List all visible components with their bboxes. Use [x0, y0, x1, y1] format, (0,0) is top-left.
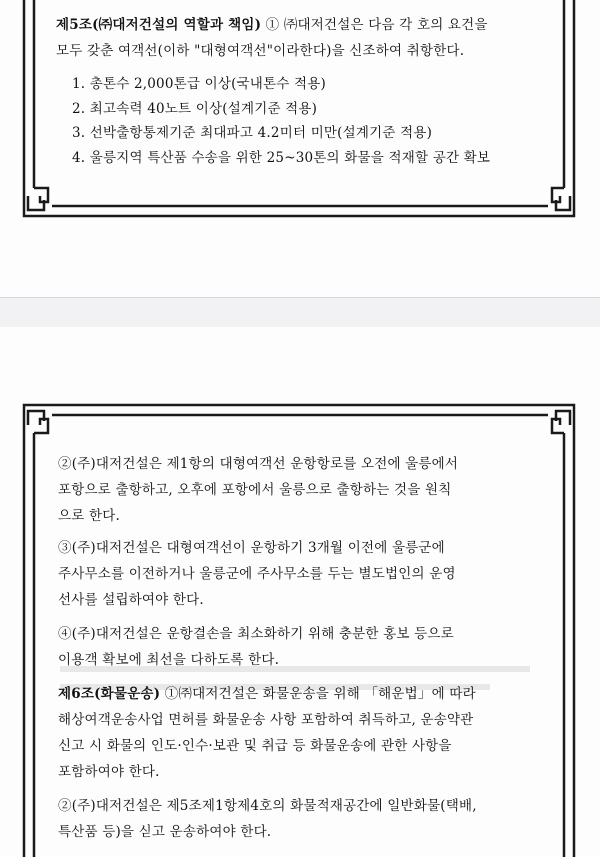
text-line: 이용객 확보에 최선을 다하도록 한다.: [58, 652, 280, 668]
page-separator: [0, 297, 600, 329]
article5-heading: 제5조(㈜대저건설의 역할과 책임): [56, 17, 262, 33]
text-line: 특산품 등)을 싣고 운송하여야 한다.: [58, 824, 272, 840]
article6-heading: 제6조(화물운송): [58, 686, 161, 702]
text-line: ②(주)대저건설은 제5조제1항제4호의 화물적재공간에 일반화물(택배,: [58, 798, 477, 814]
article5-clause-3: [58, 535, 558, 613]
article5-paragraph: [56, 12, 556, 64]
article6-clause-2: [58, 793, 558, 845]
list-item: 1. 총톤수 2,000톤급 이상(국내톤수 적용): [72, 76, 326, 92]
text-line: ③(주)대저건설은 대형여객선이 운항하기 3개월 이전에 울릉군에: [58, 540, 445, 556]
document-page-bottom: [0, 327, 600, 857]
list-item: 3. 선박출항통제기준 최대파고 4.2미터 미만(설계기준 적용): [72, 125, 433, 141]
article5-clause-2: [58, 451, 558, 529]
document-page-top: [0, 0, 600, 297]
article5-line1: ① ㈜대저건설은 다음 각 호의 요건을: [261, 17, 488, 33]
text-line: ②(주)대저건설은 제1항의 대형여객선 운항항로를 오전에 울릉에서: [58, 456, 459, 472]
article5-line2: 모두 갖춘 여객선(이하 "대형여객선"이라한다)을 신조하여 취항한다.: [56, 43, 465, 59]
article6-paragraph: [58, 681, 558, 785]
list-item: 4. 울릉지역 특산품 수송을 위한 25~30톤의 화물을 적재할 공간 확보: [72, 149, 491, 166]
text-line: 신고 시 화물의 인도·인수·보관 및 취급 등 화물운송에 관한 사항을: [58, 738, 452, 754]
list-item: 2. 최고속력 40노트 이상(설계기준 적용): [72, 100, 318, 117]
article5-item-list: [72, 72, 490, 170]
text-line: 포항으로 출항하고, 오후에 포항에서 울릉으로 출항하는 것을 원칙: [58, 482, 452, 498]
text-line: ④(주)대저건설은 운항결손을 최소화하기 위해 충분한 홍보 등으로: [58, 626, 454, 642]
text-line: 포함하여야 한다.: [58, 764, 160, 780]
text-line: 으로 한다.: [58, 508, 120, 524]
text-line: 선사를 설립하여야 한다.: [58, 592, 204, 608]
text-line: 해상여객운송사업 면허를 화물운송 사항 포함하여 취득하고, 운송약관: [58, 712, 474, 728]
article6-line1: ①㈜대저건설은 화물운송을 위해 「해운법」에 따라: [160, 686, 476, 702]
text-line: 주사무소를 이전하거나 울릉군에 주사무소를 두는 별도법인의 운영: [58, 566, 456, 582]
article5-clause-4: [58, 621, 558, 673]
